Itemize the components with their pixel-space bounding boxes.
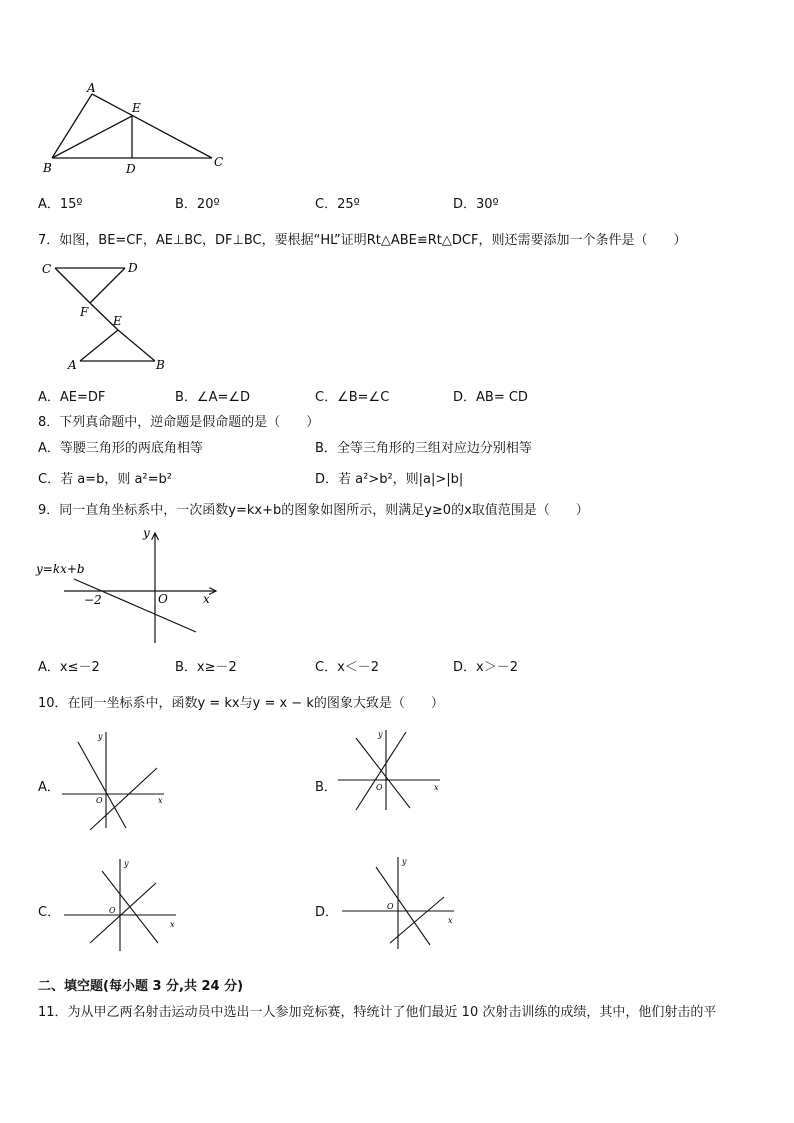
q8-option-b[interactable]: B．全等三角形的三组对应边分别相等	[315, 441, 532, 456]
label-origin: O	[158, 592, 168, 606]
q9-option-a[interactable]: A．x≤－2	[38, 660, 100, 675]
label-x: x	[158, 796, 163, 805]
q7-option-c[interactable]: C．∠B=∠C	[315, 390, 390, 405]
segment-cf	[55, 268, 90, 303]
label-x: x	[448, 916, 453, 925]
segment-eb	[118, 330, 155, 361]
label-y: y	[143, 526, 150, 540]
q10-graph-b[interactable]	[336, 728, 446, 828]
q7-option-b[interactable]: B．∠A=∠D	[175, 390, 251, 405]
label-y: y	[402, 857, 407, 866]
q6-triangle-figure	[40, 80, 230, 180]
q8-option-a[interactable]: A．等腰三角形的两底角相等	[38, 441, 203, 456]
label-o: O	[96, 796, 103, 805]
q10-option-a[interactable]: A．	[38, 780, 60, 795]
q11-stem: 11．为从甲乙两名射击运动员中选出一人参加竞标赛，特统计了他们最近 10 次射击训练的成绩，其中，他们射击的平	[38, 1005, 717, 1020]
q10-graph-a[interactable]	[60, 730, 170, 830]
label-x: x	[170, 920, 175, 929]
q10-stem: 10．在同一坐标系中，函数y = kx与y = x − k的图象大致是（ ）	[38, 696, 444, 711]
label-c: C	[214, 155, 224, 169]
label-e: E	[132, 101, 141, 115]
label-e: E	[113, 314, 122, 328]
q9-option-c[interactable]: C．x＜－2	[315, 660, 380, 675]
segment-be	[52, 116, 132, 158]
label-y: y	[98, 732, 103, 741]
q10-option-c[interactable]: C．	[38, 905, 61, 920]
q9-graph	[36, 525, 226, 650]
label-x: x	[434, 783, 439, 792]
line-kx	[376, 867, 430, 945]
q10-option-d[interactable]: D．	[315, 905, 339, 920]
segment-dc-diag	[90, 268, 125, 303]
line-kx	[78, 742, 126, 828]
q6-option-d[interactable]: D．30º	[453, 197, 499, 212]
segment-ac	[92, 94, 212, 158]
q10-graph-d[interactable]	[340, 855, 460, 953]
label-b: B	[43, 161, 52, 175]
q9-option-d[interactable]: D．x＞－2	[453, 660, 518, 675]
q7-option-d[interactable]: D．AB= CD	[453, 390, 528, 405]
label-o: O	[376, 783, 383, 792]
line-x-minus-k	[90, 883, 156, 943]
label-x: x	[203, 592, 210, 606]
q9-option-b[interactable]: B．x≥－2	[175, 660, 237, 675]
q7-figure	[40, 258, 180, 373]
section-heading: 二、填空题(每小题 3 分,共 24 分)	[38, 979, 244, 994]
label-y: y	[378, 730, 383, 739]
label-function: y=kx+b	[36, 562, 85, 576]
label-o: O	[109, 906, 116, 915]
label-o: O	[387, 902, 394, 911]
q8-option-c[interactable]: C．若 a=b，则 a²=b²	[38, 472, 172, 487]
label-d: D	[126, 162, 136, 176]
segment-ab	[52, 94, 92, 158]
q8-option-d[interactable]: D．若 a²>b²，则|a|>|b|	[315, 472, 464, 487]
segment-ae	[80, 330, 118, 361]
q6-option-c[interactable]: C．25º	[315, 197, 360, 212]
q7-stem: 7．如图，BE=CF，AE⊥BC，DF⊥BC，要根据“HL”证明Rt△ABE≌Rt△DCF，则还需要添加一个条件是（ ）	[38, 233, 687, 248]
label-a: A	[87, 81, 96, 95]
label-f: F	[80, 305, 89, 319]
label-a: A	[68, 358, 77, 372]
line-x-minus-k	[356, 732, 406, 810]
q6-option-a[interactable]: A．15º	[38, 197, 83, 212]
q10-graph-c[interactable]	[62, 857, 182, 955]
q9-stem: 9．同一直角坐标系中，一次函数y=kx+b的图象如图所示，则满足y≥0的x取值范围是（ ）	[38, 503, 589, 518]
label-d: D	[128, 261, 138, 275]
label-y: y	[124, 859, 129, 868]
q6-option-b[interactable]: B．20º	[175, 197, 220, 212]
q8-stem: 8．下列真命题中，逆命题是假命题的是（ ）	[38, 415, 320, 430]
label-c: C	[42, 262, 52, 276]
q7-option-a[interactable]: A．AE=DF	[38, 390, 106, 405]
label-neg2: −2	[84, 593, 102, 607]
label-b: B	[156, 358, 165, 372]
q10-option-b[interactable]: B．	[315, 780, 337, 795]
